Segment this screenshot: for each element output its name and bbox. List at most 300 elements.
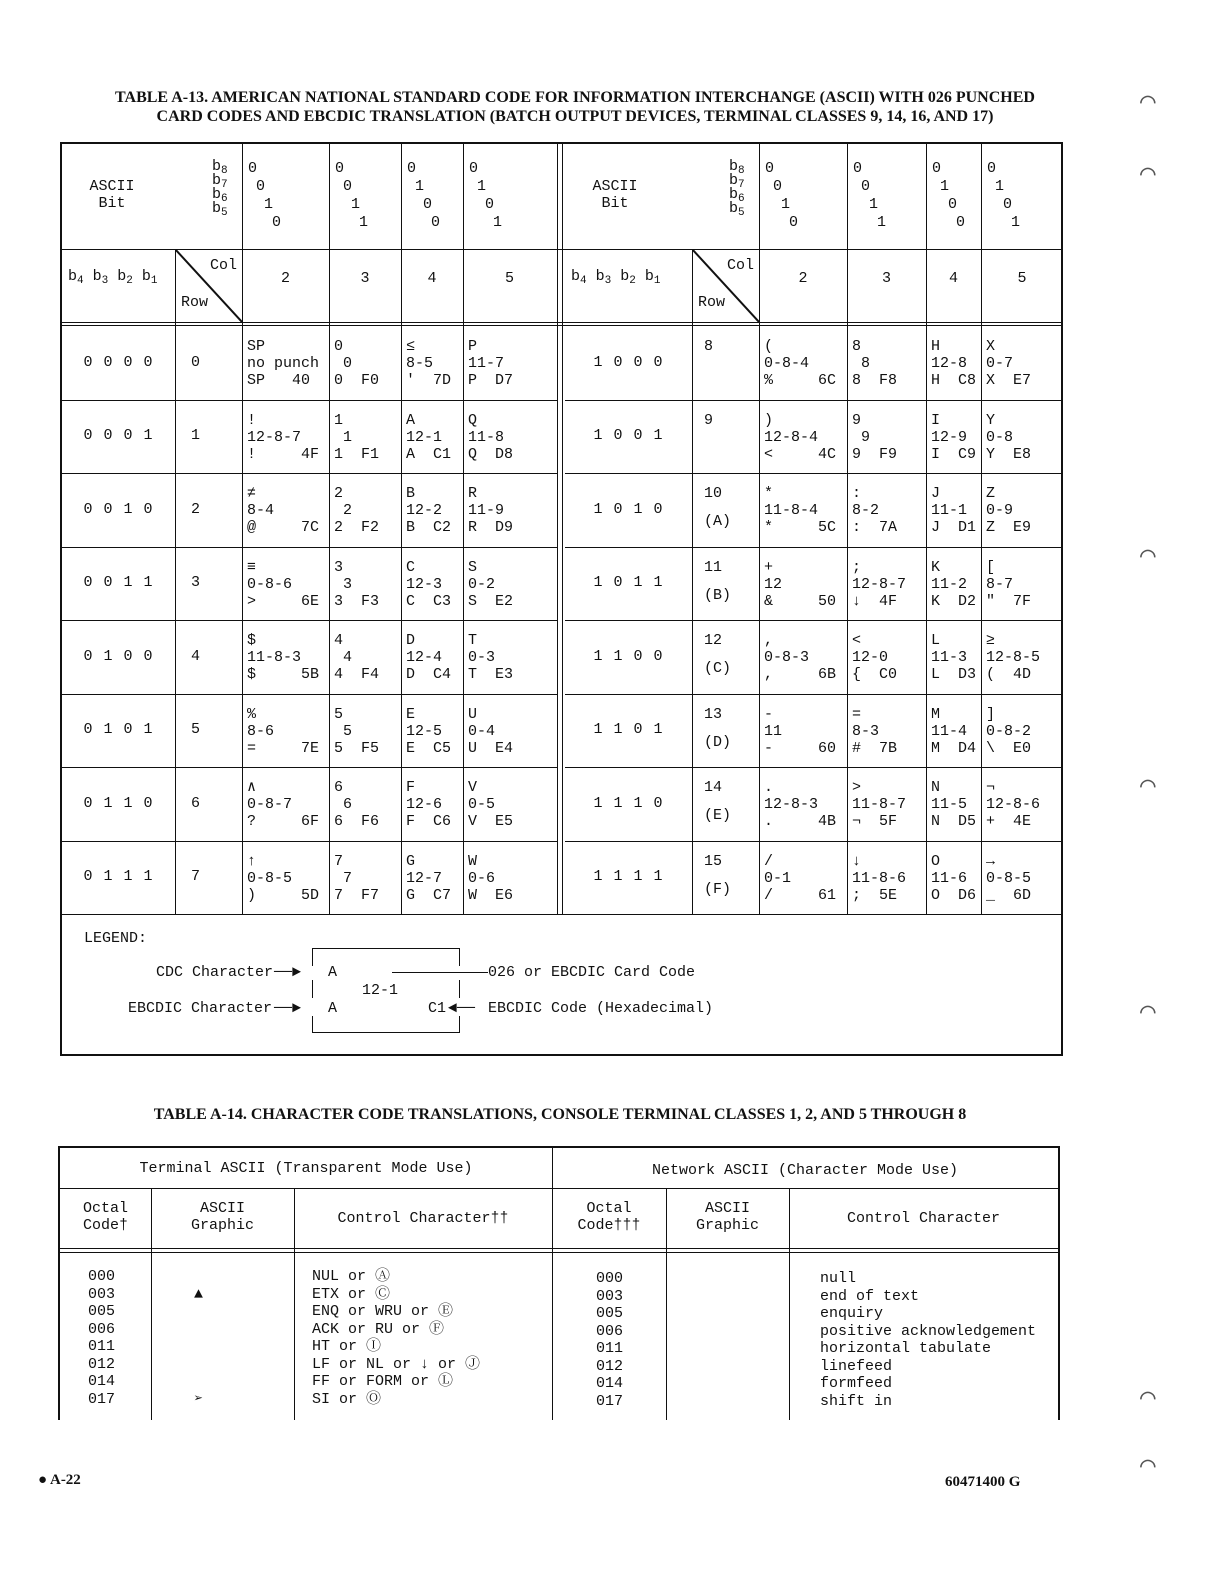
code-cell-line: 9	[852, 428, 871, 446]
column-rule	[463, 144, 464, 914]
code-cell-line: R	[468, 485, 478, 502]
code-cell-line: ) 5D	[247, 886, 320, 904]
column-bit: 0	[789, 214, 799, 231]
code-cell-line: N	[931, 779, 941, 796]
code-cell-line: + 4E	[986, 813, 1032, 830]
binder-hole-mark: ⌒	[1140, 541, 1156, 571]
row-number: 9	[704, 411, 714, 429]
code-cell-line: 8-3	[852, 722, 880, 740]
code-cell-line: SP	[247, 338, 266, 355]
code-cell-line: (	[764, 338, 774, 355]
row-number: 13	[704, 705, 723, 723]
code-cell-line: Q	[468, 411, 478, 429]
column-bit: 1	[940, 178, 950, 195]
column-number: 2	[280, 270, 290, 287]
code-cell-line: 3	[334, 575, 353, 593]
code-cell-line: ¬ 5F	[852, 813, 898, 830]
row-bits: 0 1 1 1	[83, 868, 154, 886]
group-network-ascii: Network ASCII (Character Mode Use)	[651, 1162, 959, 1179]
column-bit: 0	[343, 178, 353, 195]
bit-label: $b_6$	[729, 186, 745, 205]
table-a14-title: TABLE A-14. CHARACTER CODE TRANSLATIONS, CONSOLE TERMINAL CLASSES 1, 2, AND 5 THROUGH 8	[153, 1106, 967, 1123]
row-rule	[565, 694, 1061, 695]
code-cell-line: 12-1	[406, 428, 443, 446]
code-cell-line: 12-7	[406, 869, 443, 887]
column-bit: 1	[493, 214, 503, 231]
code-cell-line: 12-8-7	[852, 575, 907, 593]
code-cell-line: 7 F7	[334, 886, 380, 904]
code-cell-line: 11-9	[468, 502, 505, 519]
code-cell-line: I C9	[931, 445, 977, 463]
row-number: 0	[191, 353, 201, 371]
code-cell-line: 0-8-7	[247, 796, 293, 813]
code-cell-line: 11	[764, 722, 783, 740]
column-rule	[926, 144, 927, 914]
code-cell-line: ≥	[986, 632, 996, 649]
code-cell-line: 8	[852, 355, 871, 372]
code-cell-line: 12-8-7	[247, 428, 302, 446]
column-bit: 1	[781, 196, 791, 213]
code-cell-line: U E4	[468, 739, 514, 757]
code-cell-line: 12-4	[406, 649, 443, 666]
code-cell-line: 6	[334, 779, 344, 796]
group-terminal-ascii: Terminal ASCII (Transparent Mode Use)	[139, 1160, 473, 1177]
code-cell-line: )	[764, 411, 774, 429]
code-cell-line: C C3	[406, 592, 452, 610]
code-cell-line: 4	[334, 649, 353, 666]
code-cell-line: 8-2	[852, 502, 880, 519]
col-label: Col	[727, 257, 755, 274]
row-bits: 1 1 0 1	[593, 721, 664, 739]
code-cell-line: C	[406, 558, 416, 576]
code-cell-line: O	[931, 852, 941, 870]
bit-label: $b_7$	[212, 172, 228, 191]
legend-arrow: ──►	[274, 964, 302, 981]
code-cell-line: T E3	[468, 666, 514, 683]
column-bit: 1	[264, 196, 274, 213]
code-cell-line: K D2	[931, 592, 977, 610]
code-cell-line: 12-6	[406, 796, 443, 813]
column-bit: 0	[335, 160, 345, 177]
column-bit: 1	[477, 178, 487, 195]
code-cell-line: F	[406, 779, 416, 796]
code-cell-line: 11-2	[931, 575, 968, 593]
code-cell-line: L	[931, 632, 941, 649]
code-cell-line: V E5	[468, 813, 514, 830]
left-graphic-list: ▲ ➢	[194, 1285, 204, 1408]
code-cell-line: <	[852, 632, 862, 649]
code-cell-line: # 7B	[852, 739, 898, 757]
legend-box	[459, 980, 460, 998]
code-cell-line: 12-0	[852, 649, 889, 666]
row-rule	[62, 473, 557, 474]
code-cell-line: P	[468, 338, 478, 355]
code-cell-line: ≡	[247, 558, 257, 576]
code-cell-line: 4	[334, 632, 344, 649]
bit-label: $b_5$	[212, 200, 228, 219]
column-bit: 1	[1011, 214, 1021, 231]
code-cell-line: *	[764, 485, 774, 502]
code-cell-line: 11-5	[931, 796, 968, 813]
code-cell-line: 1	[334, 411, 344, 429]
bit-label: $b_7$	[729, 172, 745, 191]
column-bit: 0	[956, 214, 966, 231]
code-cell-line: [	[986, 558, 996, 576]
row-rule	[62, 694, 557, 695]
code-cell-line: +	[764, 558, 774, 576]
column-bit: 0	[932, 160, 942, 177]
code-cell-line: >	[852, 779, 862, 796]
column-bit: 0	[765, 160, 775, 177]
row-number: 15	[704, 852, 723, 870]
code-cell-line: 7	[334, 869, 353, 887]
binder-hole-mark: ⌒	[1140, 997, 1156, 1027]
code-cell-line: /	[764, 852, 774, 870]
code-cell-line: A C1	[406, 445, 452, 463]
column-bit: 0	[853, 160, 863, 177]
code-cell-line: 12-8-5	[986, 649, 1041, 666]
legend-box	[459, 1016, 460, 1032]
code-cell-line: @ 7C	[247, 519, 320, 536]
column-number: 2	[798, 270, 808, 287]
code-cell-line: Y E8	[986, 445, 1032, 463]
row-bits: 1 1 1 1	[593, 868, 664, 886]
code-cell-line: 12-9	[931, 428, 968, 446]
code-cell-line: 12-8-4	[764, 428, 819, 446]
code-cell-line: , 6B	[764, 666, 837, 683]
code-cell-line: W	[468, 852, 478, 870]
row-hex-label: (B)	[704, 586, 732, 604]
code-cell-line: 0	[334, 338, 344, 355]
code-cell-line: 11-7	[468, 355, 505, 372]
code-cell-line: 0-9	[986, 502, 1014, 519]
code-cell-line: 0-8-5	[247, 869, 293, 887]
row-bits: 0 0 0 0	[83, 353, 154, 371]
row-bits: 0 1 0 0	[83, 647, 154, 665]
table-a13-title: TABLE A-13. AMERICAN NATIONAL STANDARD CODE FOR INFORMATION INTERCHANGE (ASCII) WITH 026 PUNCHED CARD CODES AND EBCDIC TRANSLATION (BATCH OUTPUT DEVICES, TERMINAL CLASSES 9, 14, 16, AND 17)	[115, 89, 1035, 125]
row-bits: 1 1 0 0	[593, 647, 664, 665]
code-cell-line: ≤	[406, 338, 416, 355]
column-bit: 0	[407, 160, 417, 177]
code-cell-line: 5	[334, 722, 353, 740]
code-cell-line: 1 F1	[334, 445, 380, 463]
column-number: 5	[1017, 270, 1027, 287]
row-number: 14	[704, 779, 723, 796]
code-cell-line: ? 6F	[247, 813, 320, 830]
code-cell-line: 0-3	[468, 649, 496, 666]
row-number: 10	[704, 485, 723, 502]
legend-card-code: 12-1	[362, 982, 399, 999]
column-bit: 0	[773, 178, 783, 195]
row-bits: 0 1 1 0	[83, 794, 154, 812]
code-cell-line: F C6	[406, 813, 452, 830]
legend-box	[312, 948, 313, 966]
legend-box	[312, 980, 313, 998]
code-cell-line: : 7A	[852, 519, 898, 536]
code-cell-line: ¬	[986, 779, 996, 796]
column-rule	[981, 144, 982, 914]
code-cell-line: N D5	[931, 813, 977, 830]
code-cell-line: E	[406, 705, 416, 723]
page-number: ● A-22	[38, 1472, 81, 1488]
legend-box	[459, 948, 460, 966]
row-number: 1	[191, 427, 201, 445]
code-cell-line: P D7	[468, 372, 514, 389]
code-cell-line: B C2	[406, 519, 452, 536]
code-cell-line: no punch	[247, 355, 320, 372]
code-cell-line: = 7E	[247, 739, 320, 757]
column-rule	[242, 144, 243, 914]
code-cell-line: 0-8-4	[764, 355, 810, 372]
legend-title: LEGEND:	[84, 930, 148, 947]
binder-hole-mark: ⌒	[1140, 87, 1156, 117]
column-bit: 1	[415, 178, 425, 195]
row-hex-label: (D)	[704, 733, 732, 751]
bit-label: $b_8$	[212, 158, 228, 177]
code-cell-line: 12-3	[406, 575, 443, 593]
row-number: 4	[191, 647, 201, 665]
row-rule	[565, 547, 1061, 548]
code-cell-line: G	[406, 852, 416, 870]
code-cell-line: H	[931, 338, 941, 355]
code-cell-line: =	[852, 705, 862, 723]
legend-box	[312, 1032, 460, 1033]
code-cell-line: B	[406, 485, 416, 502]
legend-hex-code: C1	[428, 1000, 447, 1017]
legend-arrow: ◄──	[448, 1000, 476, 1017]
code-cell-line: ↓ 4F	[852, 592, 898, 610]
col-octal-code-left: Octal Code†	[82, 1200, 128, 1234]
legend-example-top: A	[328, 964, 338, 981]
row-number: 12	[704, 632, 723, 649]
code-cell-line: 12-8-3	[764, 796, 819, 813]
code-cell-line: L D3	[931, 666, 977, 683]
code-cell-line: \ E0	[986, 739, 1032, 757]
bit-label: $b_8$	[729, 158, 745, 177]
center-divider	[562, 144, 563, 914]
row-rule	[565, 841, 1061, 842]
code-cell-line: Z	[986, 485, 996, 502]
code-cell-line: 8-5	[406, 355, 434, 372]
row-rule	[62, 767, 557, 768]
code-cell-line: 11-6	[931, 869, 968, 887]
legend-ebcdic-character: EBCDIC Character	[128, 1000, 273, 1017]
code-cell-line: ↓	[852, 852, 862, 870]
code-cell-line: 0-8-6	[247, 575, 293, 593]
code-cell-line: 0-1	[764, 869, 792, 887]
code-cell-line: ∧	[247, 779, 257, 796]
row-bits: 1 0 1 1	[593, 574, 664, 592]
code-cell-line: 0-7	[986, 355, 1014, 372]
low-bits-label: $b_4$ $b_3$ $b_2$ $b_1$	[571, 268, 661, 287]
column-bit: 0	[485, 196, 495, 213]
row-rule	[62, 841, 557, 842]
code-cell-line: S E2	[468, 592, 514, 610]
code-cell-line: X	[986, 338, 996, 355]
column-bit: 0	[1003, 196, 1013, 213]
code-cell-line: 0-8-3	[764, 649, 810, 666]
legend-cdc-character: CDC Character	[156, 964, 274, 981]
row-hex-label: (C)	[704, 660, 732, 677]
row-rule	[565, 620, 1061, 621]
code-cell-line: $	[247, 632, 257, 649]
code-cell-line: V	[468, 779, 478, 796]
column-bit: 0	[948, 196, 958, 213]
code-cell-line: M	[931, 705, 941, 723]
row-bits: 0 0 1 1	[83, 574, 154, 592]
column-rule	[847, 144, 848, 914]
code-cell-line: U	[468, 705, 478, 723]
column-rule	[175, 249, 176, 914]
code-cell-line: 8 F8	[852, 372, 898, 389]
code-cell-line: :	[852, 485, 862, 502]
code-cell-line: E C5	[406, 739, 452, 757]
code-cell-line: 5	[334, 705, 344, 723]
column-number: 4	[427, 270, 437, 287]
row-rule	[62, 400, 557, 401]
table-rule	[62, 914, 1061, 915]
code-cell-line: 7	[334, 852, 344, 870]
code-cell-line: J D1	[931, 519, 977, 536]
row-rule	[565, 400, 1061, 401]
code-cell-line: ! 4F	[247, 445, 320, 463]
row-number: 5	[191, 721, 201, 739]
left-octal-list: 000 003 005 006 011 012 014 017	[88, 1268, 116, 1408]
code-cell-line: 9 F9	[852, 445, 898, 463]
code-cell-line: O D6	[931, 886, 977, 904]
row-rule	[565, 767, 1061, 768]
code-cell-line: Q D8	[468, 445, 514, 463]
row-hex-label: (E)	[704, 807, 732, 824]
code-cell-line: - 60	[764, 739, 837, 757]
code-cell-line: M D4	[931, 739, 977, 757]
code-cell-line: !	[247, 411, 257, 429]
code-cell-line: 0-8-5	[986, 869, 1032, 887]
code-cell-line: 12	[764, 575, 783, 593]
column-bit: 0	[469, 160, 479, 177]
code-cell-line: & 50	[764, 592, 837, 610]
binder-hole-mark: ⌒	[1140, 159, 1156, 189]
row-rule	[62, 620, 557, 621]
row-bits: 1 0 0 1	[593, 427, 664, 445]
code-cell-line: 0-8-2	[986, 722, 1032, 740]
document-number: 60471400 G	[945, 1474, 1021, 1490]
column-bit: 0	[423, 196, 433, 213]
row-label: Row	[698, 294, 726, 311]
code-cell-line: ↑	[247, 852, 257, 870]
col-octal-code-right: Octal Code†††	[577, 1200, 641, 1234]
ascii-bit-label: ASCII Bit	[592, 178, 638, 212]
code-cell-line: Y	[986, 411, 996, 429]
code-cell-line: W E6	[468, 886, 514, 904]
code-cell-line: 8-7	[986, 575, 1014, 593]
row-rule	[62, 547, 557, 548]
left-control-list: NUL or Ⓐ ETX or Ⓒ ENQ or WRU or Ⓔ ACK or RU or Ⓕ HT or Ⓘ LF or NL or ↓ or Ⓙ FF or FORM or Ⓛ SI or Ⓞ	[312, 1268, 481, 1408]
code-cell-line: ≠	[247, 485, 257, 502]
legend-example-bottom: A	[328, 1000, 338, 1017]
code-cell-line: 5 F5	[334, 739, 380, 757]
column-rule	[759, 144, 760, 914]
code-cell-line: 8-6	[247, 722, 275, 740]
code-cell-line: < 4C	[764, 445, 837, 463]
code-cell-line: H C8	[931, 372, 977, 389]
code-cell-line: 0-2	[468, 575, 496, 593]
center-divider	[557, 144, 558, 914]
code-cell-line: 11-8-6	[852, 869, 907, 887]
column-bit: 0	[861, 178, 871, 195]
column-bit: 1	[877, 214, 887, 231]
code-cell-line: 0-6	[468, 869, 496, 887]
code-cell-line: 4 F4	[334, 666, 380, 683]
row-number: 2	[191, 500, 201, 518]
code-cell-line: ; 5E	[852, 886, 898, 904]
code-cell-line: . 4B	[764, 813, 837, 830]
column-rule	[329, 144, 330, 914]
code-cell-line: " 7F	[986, 592, 1032, 610]
row-bits: 0 0 1 0	[83, 500, 154, 518]
row-bits: 1 0 0 0	[593, 353, 664, 371]
code-cell-line: > 6E	[247, 592, 320, 610]
column-bit: 0	[256, 178, 266, 195]
code-cell-line: 11-4	[931, 722, 968, 740]
code-cell-line: ' 7D	[406, 372, 452, 389]
bit-label: $b_6$	[212, 186, 228, 205]
code-cell-line: 2	[334, 485, 344, 502]
column-bit: 0	[248, 160, 258, 177]
code-cell-line: 11-8-7	[852, 796, 907, 813]
code-cell-line: 8-4	[247, 502, 275, 519]
code-cell-line: ]	[986, 705, 996, 723]
code-cell-line: 2 F2	[334, 519, 380, 536]
column-bit: 1	[995, 178, 1005, 195]
code-cell-line: -	[764, 705, 774, 723]
column-bit: 1	[351, 196, 361, 213]
row-number: 3	[191, 574, 201, 592]
column-number: 4	[948, 270, 958, 287]
code-cell-line: ( 4D	[986, 666, 1032, 683]
row-bits: 0 0 0 1	[83, 427, 154, 445]
code-cell-line: _ 6D	[986, 886, 1032, 904]
row-rule	[565, 473, 1061, 474]
row-hex-label: (A)	[704, 513, 732, 530]
code-cell-line: R D9	[468, 519, 514, 536]
code-cell-line: 11-1	[931, 502, 968, 519]
row-number: 11	[704, 558, 723, 576]
column-number: 3	[360, 270, 370, 287]
right-octal-list: 000 003 005 006 011 012 014 017	[596, 1270, 624, 1410]
legend-box	[312, 1016, 313, 1032]
legend-leader	[392, 972, 488, 973]
code-cell-line: 8	[852, 338, 862, 355]
code-cell-line: 0-5	[468, 796, 496, 813]
row-number: 6	[191, 794, 201, 812]
code-cell-line: 11-8-4	[764, 502, 819, 519]
column-bit: 0	[272, 214, 282, 231]
code-cell-line: { C0	[852, 666, 898, 683]
legend-arrow: ──►	[274, 1000, 302, 1017]
code-cell-line: D	[406, 632, 416, 649]
legend-card-code-label: 026 or EBCDIC Card Code	[488, 964, 696, 981]
column-rule	[692, 249, 693, 914]
row-bits: 1 0 1 0	[593, 500, 664, 518]
binder-hole-mark: ⌒	[1140, 1451, 1156, 1481]
row-bits: 1 1 1 0	[593, 794, 664, 812]
col-ascii-graphic-right: ASCII Graphic	[695, 1200, 759, 1234]
code-cell-line: 12-8	[931, 355, 968, 372]
code-cell-line: ;	[852, 558, 862, 576]
col-label: Col	[210, 257, 238, 274]
column-number: 3	[881, 270, 891, 287]
